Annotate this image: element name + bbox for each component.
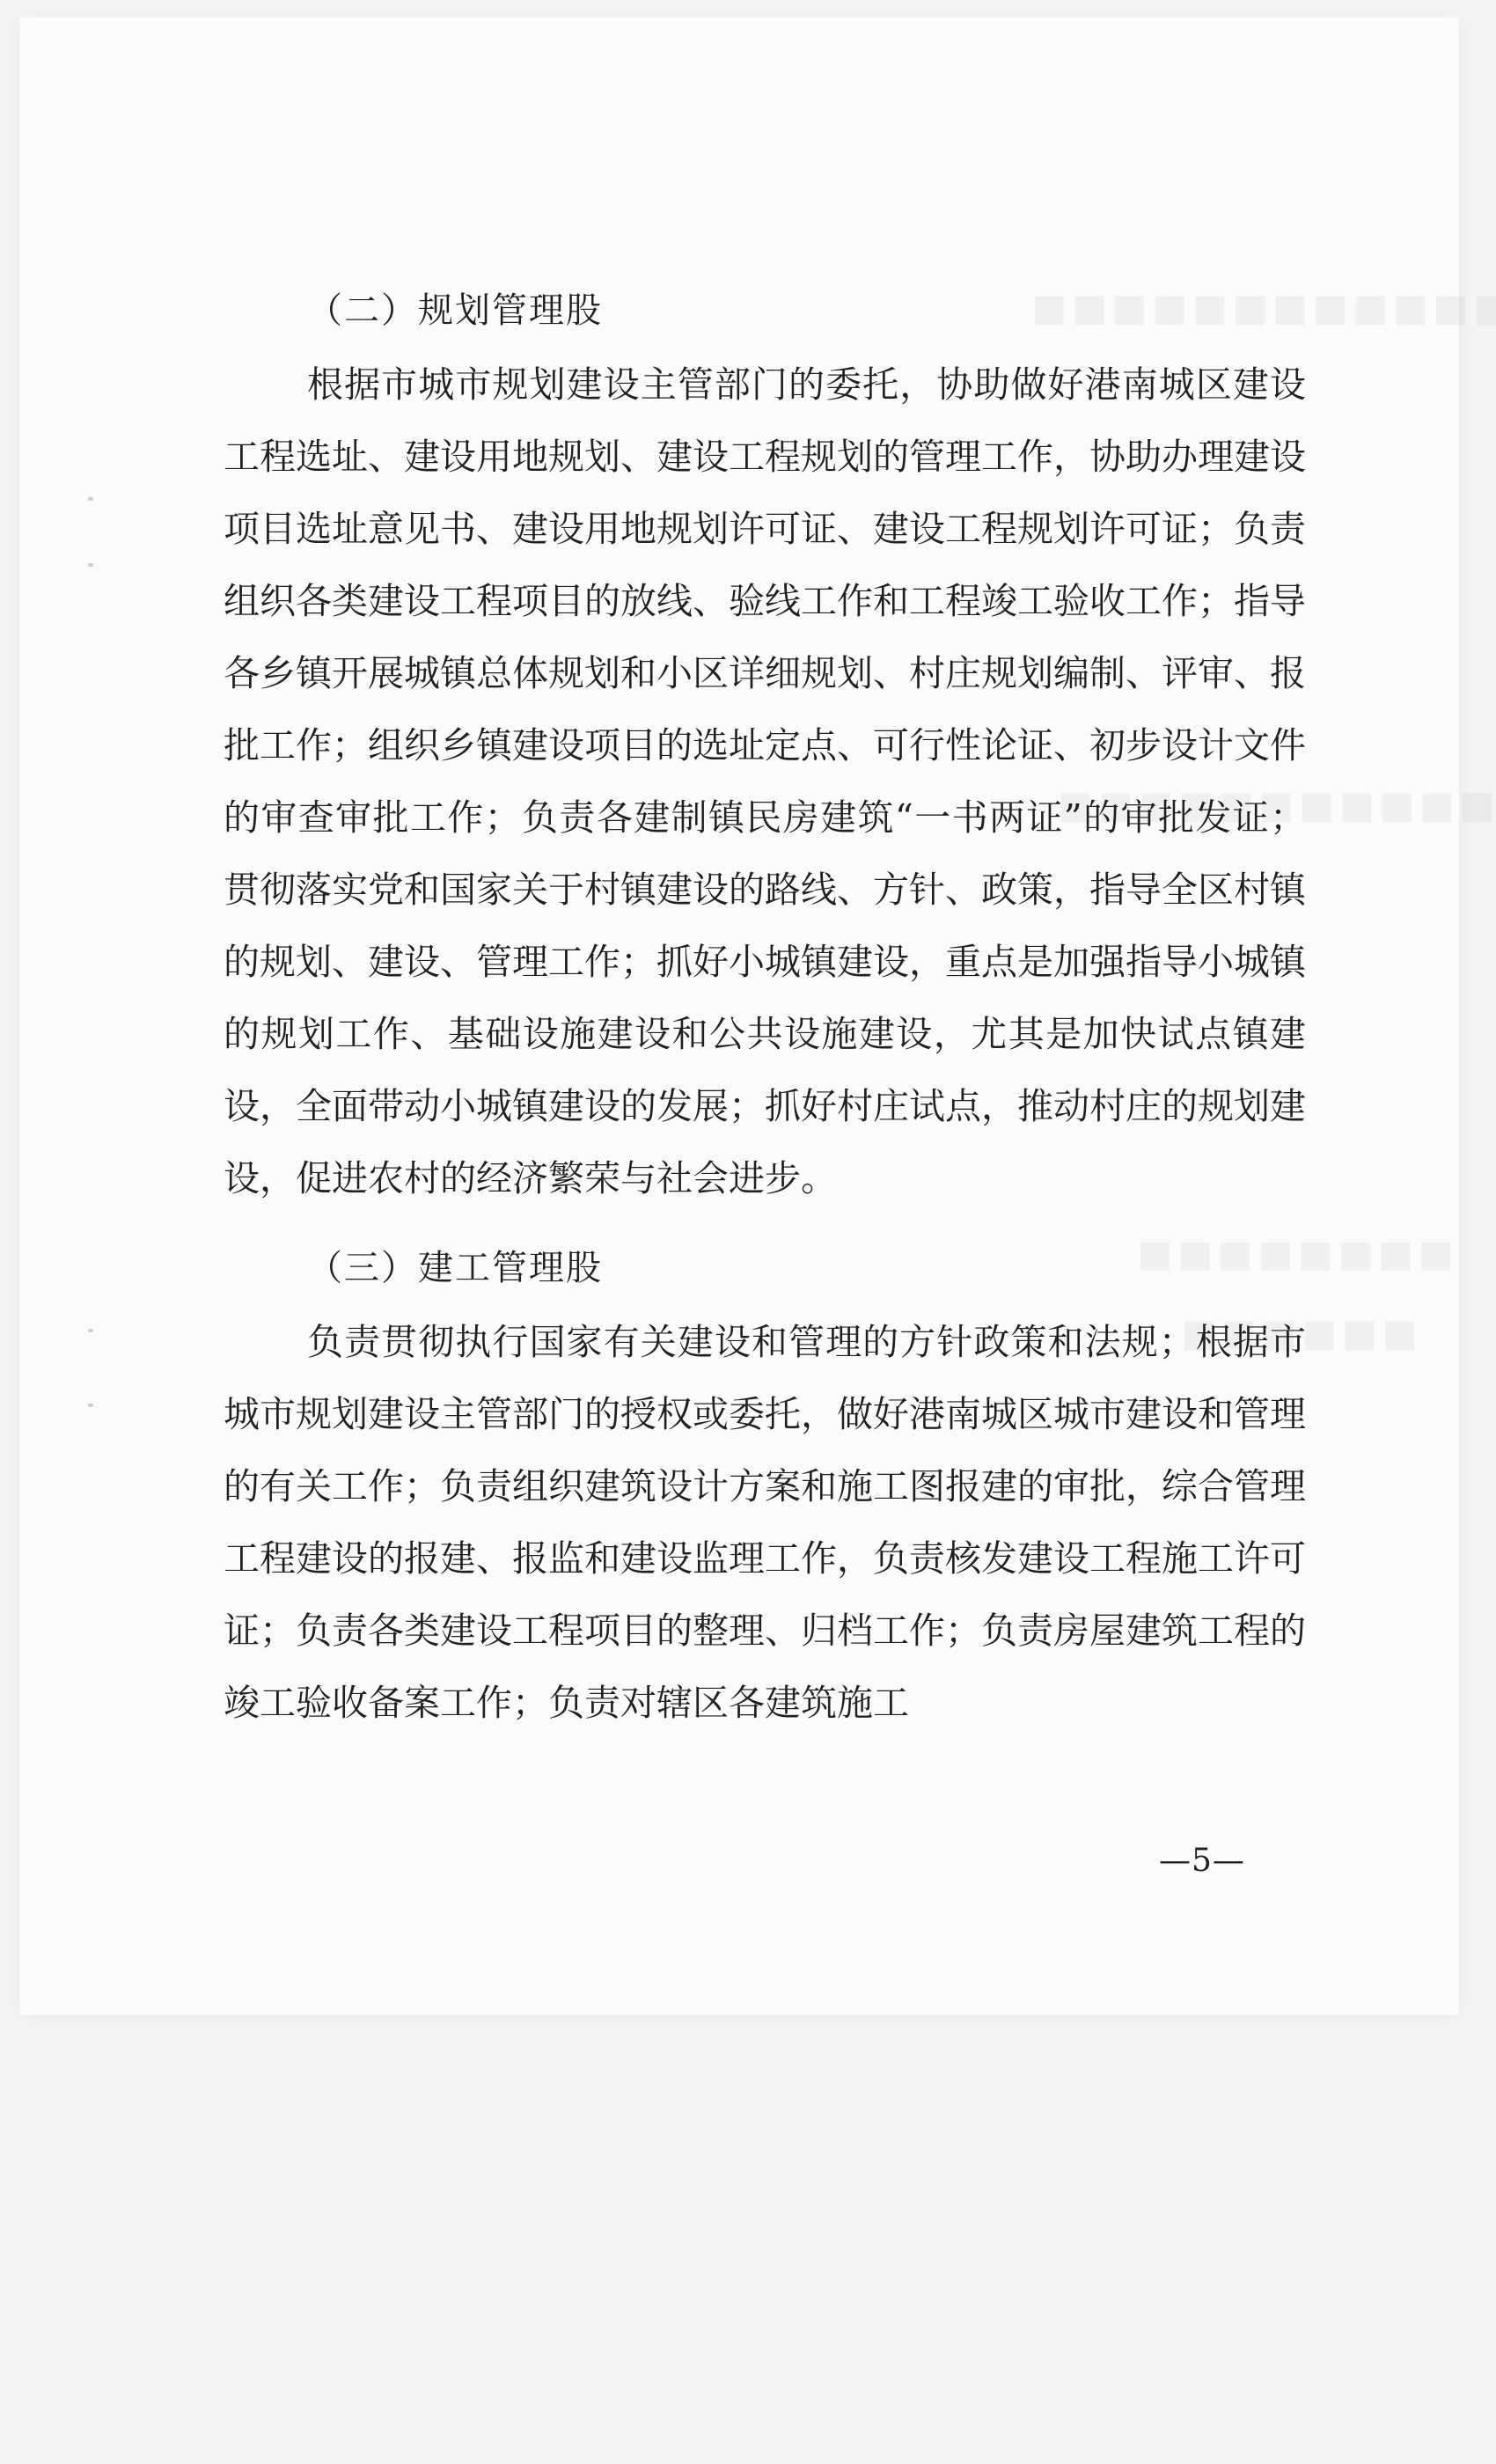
section-title-planning: （二）规划管理股 bbox=[307, 290, 603, 331]
section-body-construction: 负责贯彻执行国家有关建设和管理的方针政策和法规；根据市城市规划建设主管部门的授权或委托，做好港南城区城市建设和管理的有关工作；负责组织建筑设计方案和施工图报建的审批，综合管理工程建设的报建、报监和建设监理工作，负责核发建设工程施工许可证；负责各类建设工程项目的整理、归档工作；负责房屋建筑工程的竣工验收备案工作；负责对辖区各建筑施工 bbox=[224, 1321, 1306, 1724]
section-title-construction: （三）建工管理股 bbox=[307, 1248, 603, 1288]
scan-speck bbox=[88, 1404, 93, 1407]
section-body-planning: 根据市城市规划建设主管部门的委托，协助做好港南城区建设工程选址、建设用地规划、建设工程规划的管理工作，协助办理建设项目选址意见书、建设用地规划许可证、建设工程规划许可证；负责组织各类建设工程项目的放线、验线工作和工程竣工验收工作；指导各乡镇开展城镇总体规划和小区详细规划、村庄规划编制、评审、报批工作；组织乡镇建设项目的选址定点、可行性论证、初步设计文件的审查审批工作；负责各建制镇民房建筑“一书两证”的审批发证；贯彻落实党和国家关于村镇建设的路线、方针、政策，指导全区村镇的规划、建设、管理工作；抓好小城镇建设，重点是加强指导小城镇的规划工作、基础设施建设和公共设施建设，尤其是加快试点镇建设，全面带动小城镇建设的发展；抓好村庄试点，推动村庄的规划建设，促进农村的经济繁荣与社会进步。 bbox=[224, 363, 1306, 1199]
page-number: —5— bbox=[1159, 1843, 1245, 1879]
scan-speck bbox=[88, 563, 93, 567]
scan-speck bbox=[88, 497, 93, 501]
document-page bbox=[19, 18, 1459, 2015]
document-body bbox=[224, 275, 1306, 1739]
section-spacer bbox=[224, 1214, 1306, 1232]
scan-speck bbox=[88, 1329, 93, 1332]
